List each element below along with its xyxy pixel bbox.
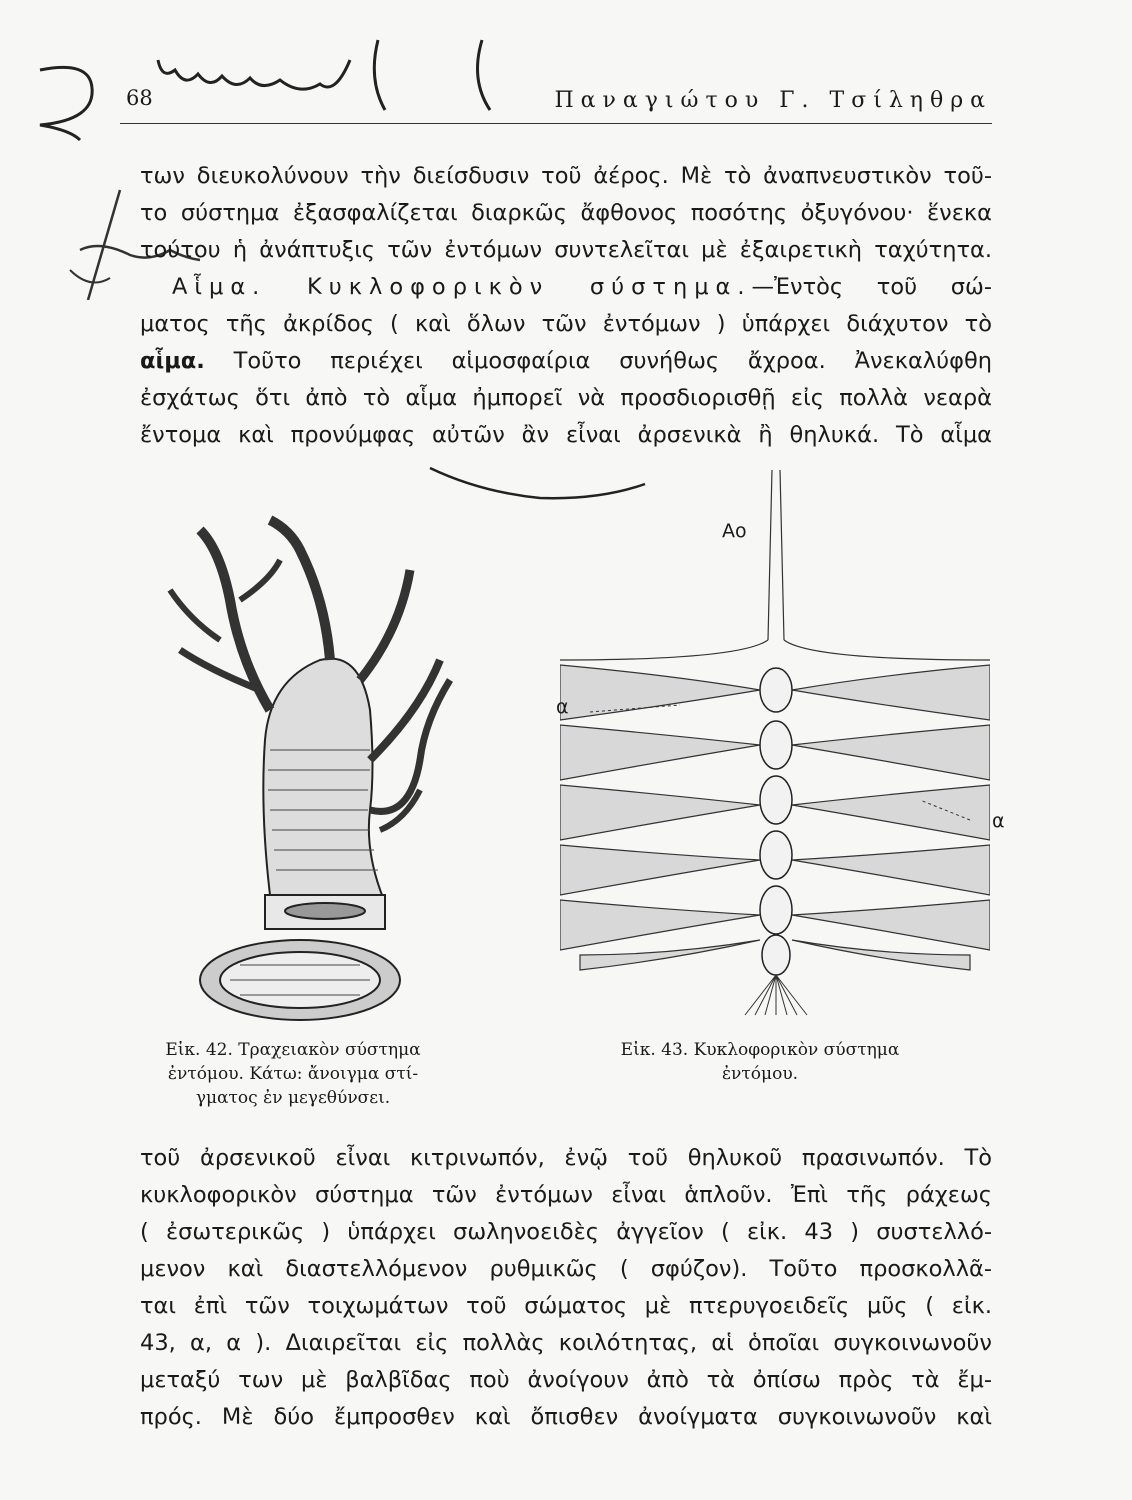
running-head: Παναγιώτου Γ. Τσίληθρα [554, 88, 992, 113]
figure-43-caption [560, 1038, 960, 1086]
label-aorta: Αο [722, 520, 747, 542]
text-line: μεταξύ των μὲ βαλβῖδας ποὺ ἀνοίγουν ἀπὸ τὰ ὀπίσω πρὸς τὰ ἔμ- [140, 1367, 992, 1393]
text-line: πρός. Μὲ δύο ἔμπροσθεν καὶ ὄπισθεν ἀνοίγματα συγκοινωνοῦν καὶ [140, 1404, 992, 1430]
text-line: μενον καὶ διαστελλόμενον ρυθμικῶς ( σφύζον). Τοῦτο προσκολλᾶ- [140, 1256, 992, 1282]
caption-line: ἐντόμου. Κάτω: ἄνοιγμα στί- [167, 1064, 419, 1084]
section-heading: Αἷμα. Κυκλοφορικὸν σύστημα. [172, 274, 752, 300]
text-line: ἔντομα καὶ προνύμφας αὐτῶν ἂν εἶναι ἀρσενικὰ ἢ θηλυκά. Τὸ αἷμα [140, 422, 992, 448]
bold-term: αἷμα. [140, 348, 205, 374]
text-line: ματος τῆς ἀκρίδος ( καὶ ὅλων τῶν ἐντόμων ) ὑπάρχει διάχυτον τὸ [140, 311, 992, 337]
text-line: κυκλοφορικὸν σύστημα τῶν ἐντόμων εἶναι ἁπλοῦν. Ἐπὶ τῆς ράχεως [140, 1182, 992, 1208]
header-rule [120, 123, 992, 124]
caption-line: Εἰκ. 42. Τραχειακὸν σύστημα [165, 1040, 421, 1060]
heading-continuation: —Ἐντὸς τοῦ σώ- [751, 274, 992, 300]
text-line: τούτου ἡ ἀνάπτυξις τῶν ἐντόμων συντελεῖται μὲ ἐξαιρετικὴ ταχύτητα. [140, 237, 992, 263]
section-heading-line [140, 269, 992, 306]
figure-42-caption [118, 1038, 468, 1110]
text-line: ται ἐπὶ τῶν τοιχωμάτων τοῦ σώματος μὲ πτερυγοειδεῖς μῦς ( εἰκ. [140, 1293, 992, 1319]
page-header [120, 78, 992, 128]
text-line-with-bold [140, 343, 992, 380]
figure-43-circulatory-drawing [560, 460, 990, 1030]
text-line: ἐσχάτως ὅτι ἀπὸ τὸ αἷμα ἠμπορεῖ νὰ προσδιορισθῇ εἰς πολλὰ νεαρὰ [140, 385, 992, 411]
text-line: ( ἐσωτερικῶς ) ὑπάρχει σωληνοειδὲς ἀγγεῖον ( εἰκ. 43 ) συστελλό- [140, 1219, 992, 1245]
caption-line: Εἰκ. 43. Κυκλοφορικὸν σύστημα [620, 1040, 900, 1060]
text-line: των διευκολύνουν τὴν διείσδυσιν τοῦ ἀέρος. Μὲ τὸ ἀναπνευστικὸν τοῦ- [140, 163, 992, 189]
caption-line: ἐντόμου. [721, 1064, 799, 1084]
text-line: 43, α, α ). Διαιρεῖται εἰς πολλὰς κοιλότητας, αἱ ὁποῖαι συγκοινωνοῦν [140, 1330, 992, 1356]
text-line: τοῦ ἀρσενικοῦ εἶναι κιτρινωπόν, ἐνῷ τοῦ θηλυκοῦ πρασινωπόν. Τὸ [140, 1145, 992, 1171]
top-paragraph [140, 158, 992, 454]
label-alpha-right: α [992, 810, 1005, 832]
page-number: 68 [126, 86, 153, 110]
figure-42-tracheal-drawing [120, 510, 480, 1030]
caption-line: γματος ἐν μεγεθύνσει. [195, 1088, 391, 1108]
text-line: το σύστημα ἐξασφαλίζεται διαρκῶς ἄφθονος ποσότης ὀξυγόνου· ἕνεκα [140, 200, 992, 226]
bottom-paragraph [140, 1140, 992, 1436]
text-fragment: Τοῦτο περιέχει αἱμοσφαίρια συνήθως ἄχροα. Ἀνεκαλύφθη [204, 348, 992, 374]
label-alpha-left: α [556, 696, 569, 718]
